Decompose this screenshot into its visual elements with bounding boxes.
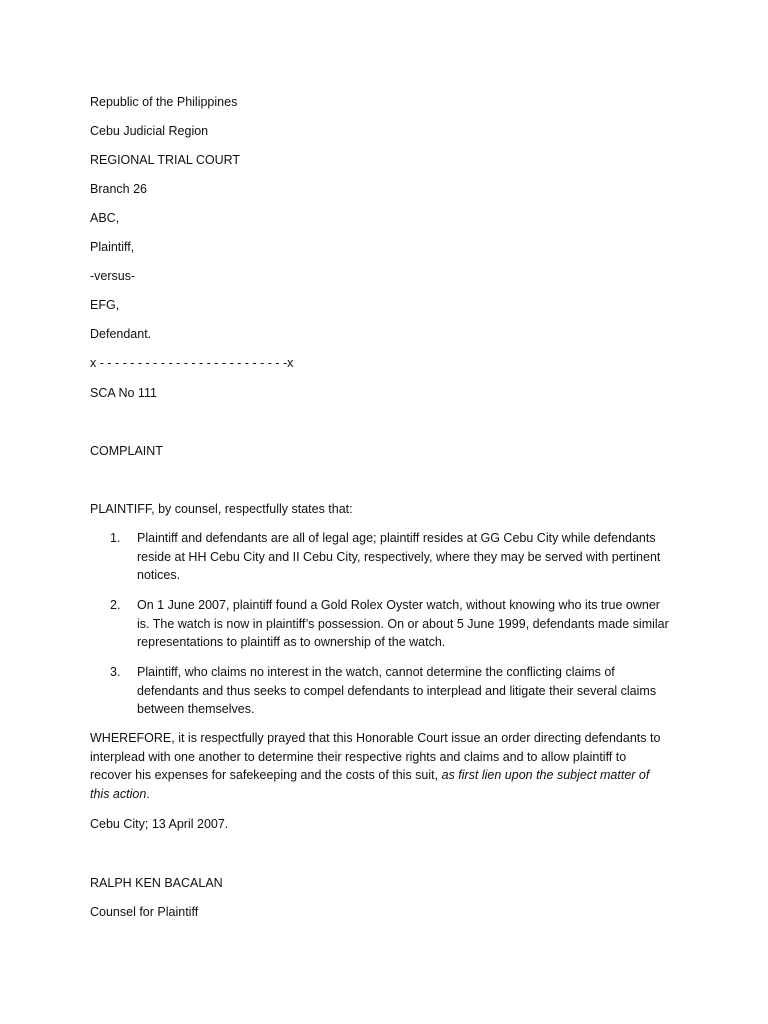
plaintiff-role: Plaintiff, — [90, 240, 135, 254]
allegation-number: 1. — [110, 531, 121, 545]
defendant-role: Defendant. — [90, 327, 152, 341]
allegation-item — [110, 663, 670, 719]
prayer-italic-text: as first lien upon the subject matter of this action — [90, 768, 650, 802]
republic-line: Republic of the Philippines — [90, 95, 238, 109]
allegation-item — [110, 596, 670, 652]
allegation-number: 2. — [110, 598, 121, 612]
judicial-region-line: Cebu Judicial Region — [90, 124, 209, 138]
allegation-item — [110, 529, 670, 585]
prayer-end: . — [146, 787, 150, 802]
allegation-text: On 1 June 2007, plaintiff found a Gold Rolex Oyster watch, without knowing who its true owner is. The watch is now in plaintiff’s possession. On or about 5 June 1999, defendants made similar representations to plaintiff as to ownership of the watch. — [137, 598, 669, 650]
document-title: COMPLAINT — [90, 444, 163, 458]
case-number: SCA No 111 — [90, 386, 157, 400]
allegation-text: Plaintiff and defendants are all of legal age; plaintiff resides at GG Cebu City while defendants reside at HH Cebu City and II Cebu City, respectively, where they may be served with pertinent notices. — [137, 531, 661, 583]
prayer-paragraph — [90, 729, 665, 804]
intro-paragraph: PLAINTIFF, by counsel, respectfully states that: — [90, 502, 353, 516]
signatory-title: Counsel for Plaintiff — [90, 905, 199, 919]
plaintiff-name: ABC, — [90, 211, 120, 225]
caption-separator: x - - - - - - - - - - - - - - - - - - - - - - - - -x — [90, 356, 294, 370]
branch-line: Branch 26 — [90, 182, 147, 196]
defendant-name: EFG, — [90, 298, 120, 312]
versus-line: -versus- — [90, 269, 136, 283]
signatory-name: RALPH KEN BACALAN — [90, 876, 223, 890]
allegation-text: Plaintiff, who claims no interest in the watch, cannot determine the conflicting claims of defendants and thus seeks to compel defendants to interplead and litigate their several claims between themselves. — [137, 665, 657, 717]
place-date-line: Cebu City; 13 April 2007. — [90, 817, 229, 831]
court-name-line: REGIONAL TRIAL COURT — [90, 153, 241, 167]
allegation-number: 3. — [110, 665, 121, 679]
prayer-text: WHEREFORE, it is respectfully prayed that this Honorable Court issue an order directing defendants to interplead with one another to determine their respective rights and claims and to allow plaintiff to recover his expenses for safekeeping and the costs of this suit, — [90, 731, 661, 783]
